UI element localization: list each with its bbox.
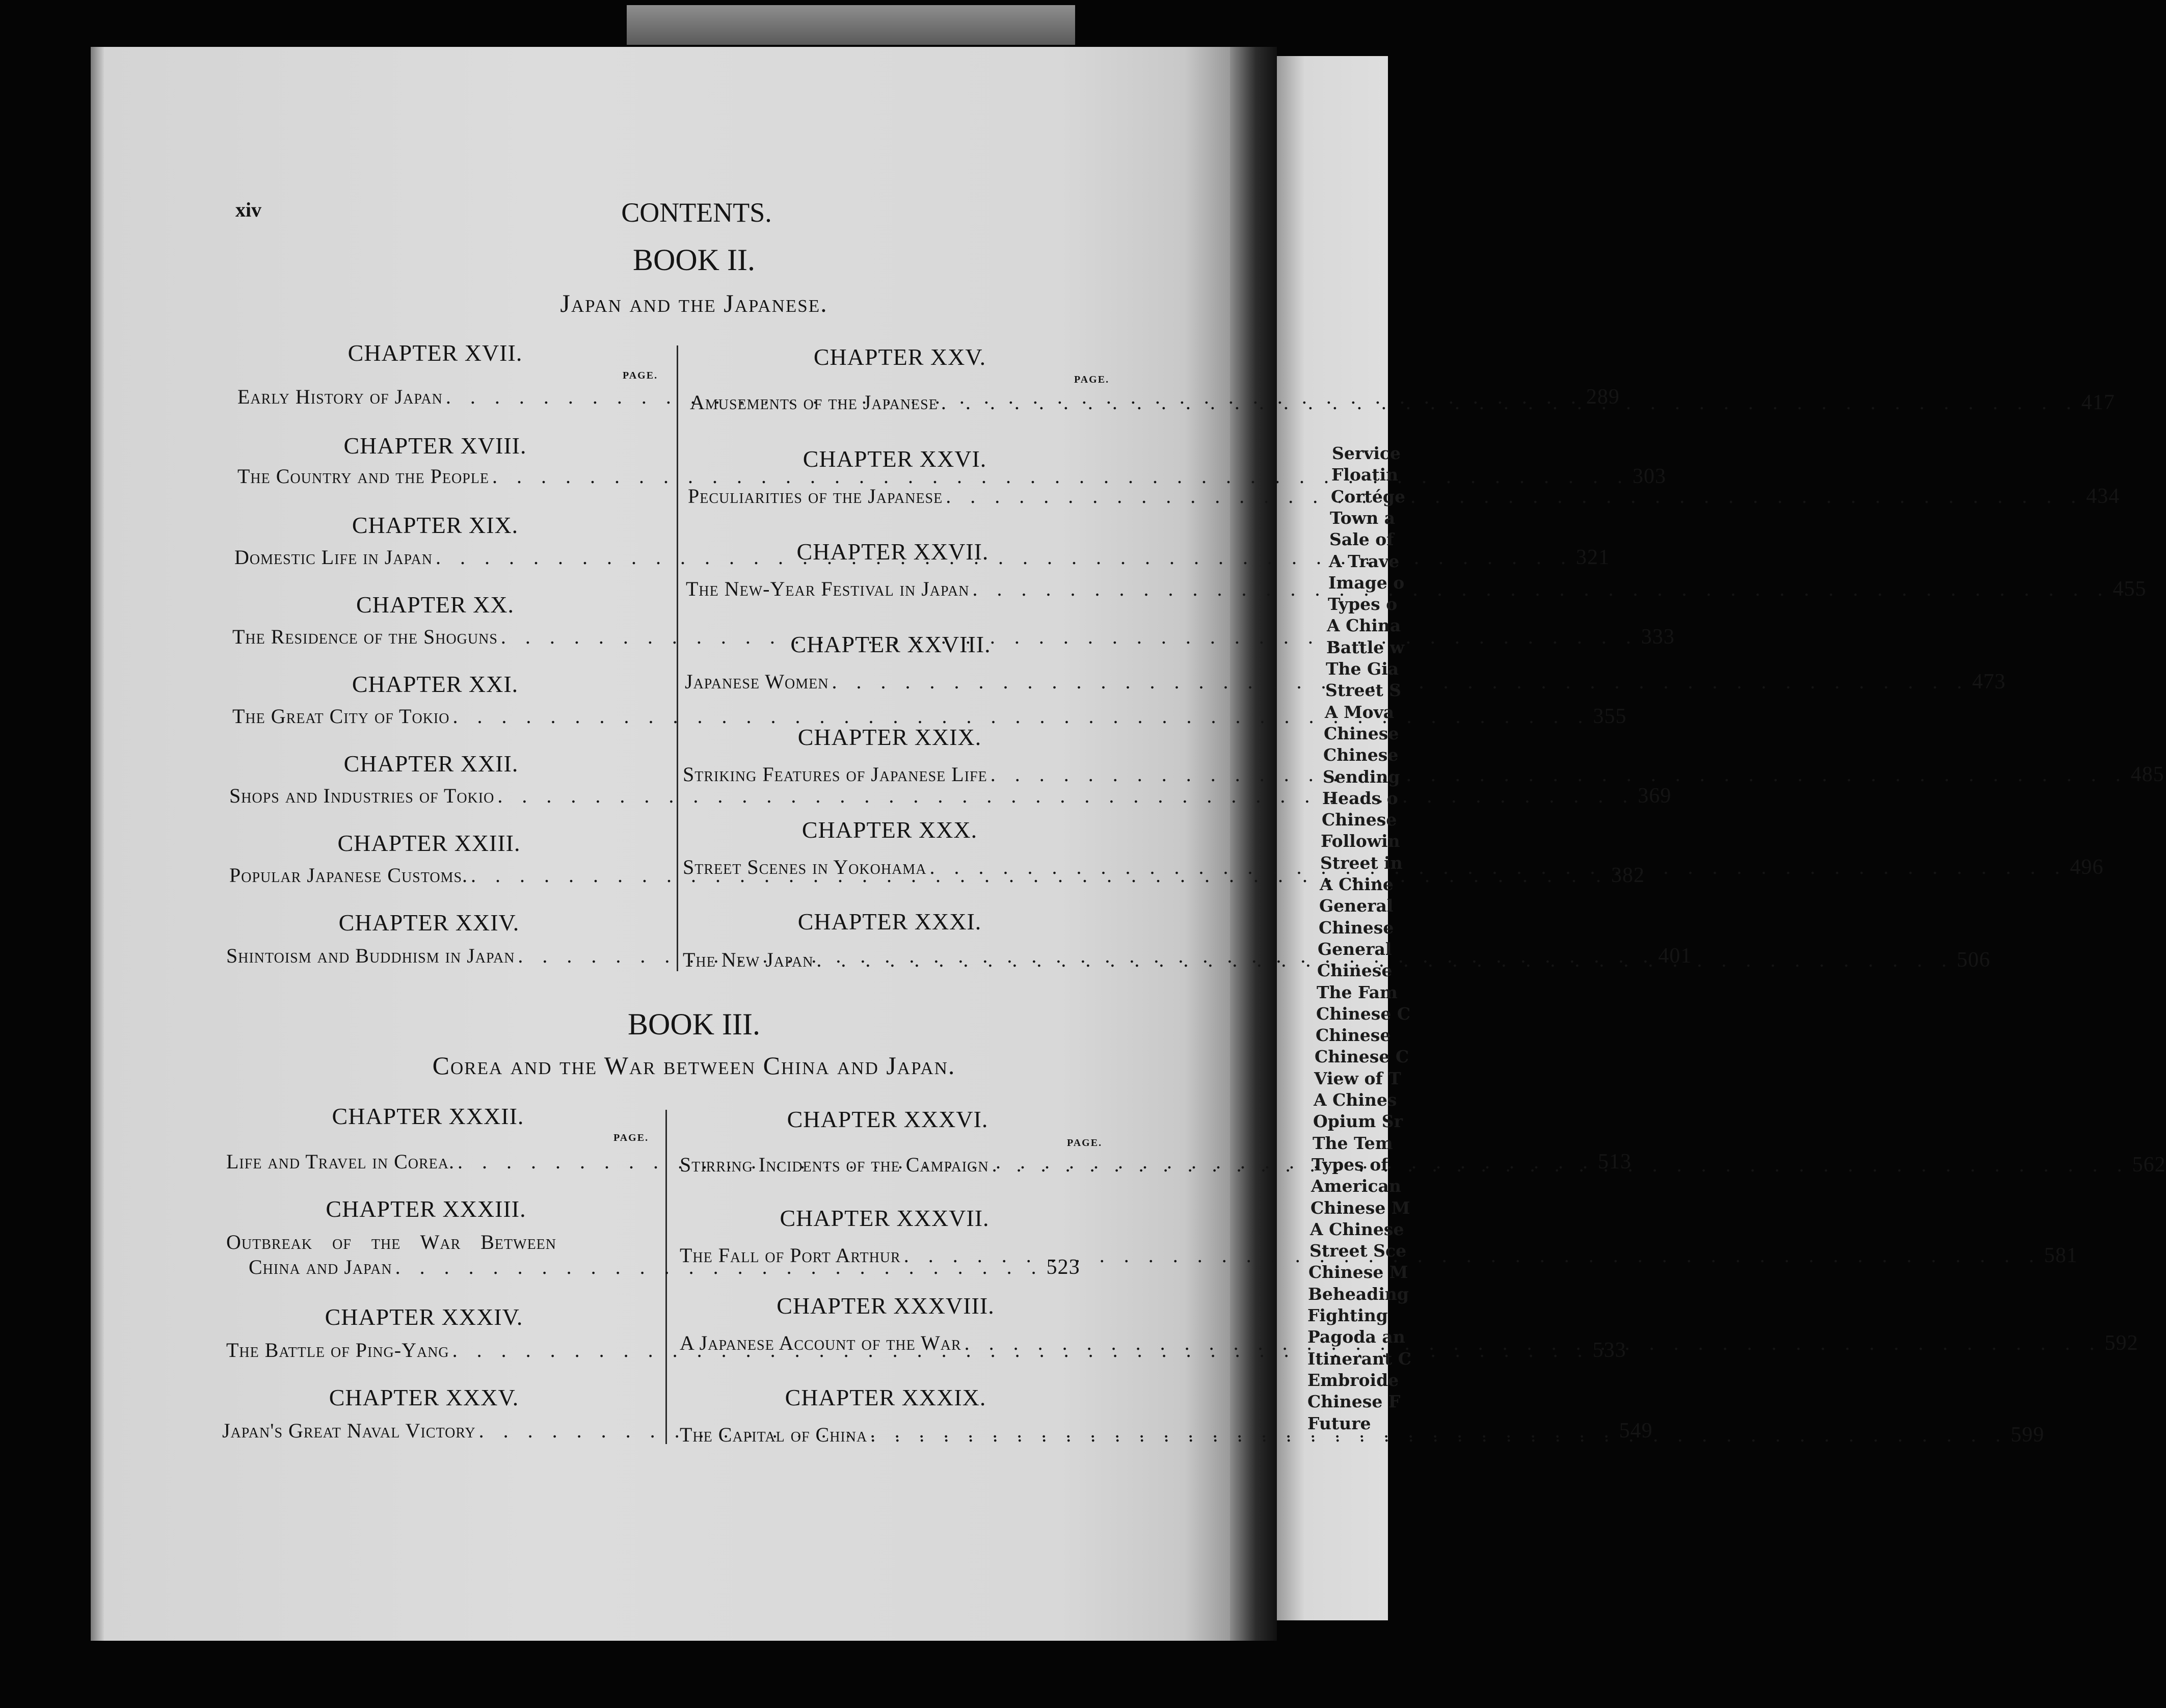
chapter-heading: CHAPTER XXXIV.: [325, 1304, 523, 1330]
facing-page-line: Chinese C: [1316, 1004, 1411, 1024]
entry-page: 473: [1972, 670, 2006, 693]
facing-page-line: Street Sce: [1309, 1241, 1407, 1261]
facing-page-line: Embroide: [1307, 1370, 1399, 1390]
entry-page: 549: [1619, 1419, 1653, 1443]
entry-page: 289: [1586, 385, 1620, 409]
facing-page-line: Chinese M: [1308, 1262, 1408, 1282]
entry-title: The Battle of Ping-Yang: [226, 1339, 449, 1362]
entry-title: Amusements of the Japanese: [690, 391, 938, 414]
facing-page-line: Chinese C: [1315, 1047, 1409, 1066]
entry-page: 485: [2130, 763, 2164, 786]
leader-dots: [813, 948, 1957, 972]
leader-dots: [867, 1423, 2011, 1447]
leader-dots: [961, 1331, 2105, 1355]
facing-page-line: Street in: [1320, 853, 1403, 873]
chapter-heading: CHAPTER XVIII.: [343, 433, 527, 459]
entry-title: Peculiarities of the Japanese: [688, 485, 943, 508]
entry-title: Striking Features of Japanese Life: [683, 763, 987, 786]
entry-title: A Japanese Account of the War: [680, 1331, 961, 1354]
entry-title: The New Japan: [683, 948, 814, 971]
entry-title: Life and Travel in Corea.: [226, 1150, 454, 1173]
entry-page: 401: [1658, 944, 1692, 968]
leader-dots: [901, 1243, 2044, 1267]
facing-page-line: View of T: [1314, 1069, 1401, 1088]
chapter-heading: CHAPTER XXXI.: [797, 909, 982, 935]
chapter-heading: CHAPTER XXVIII.: [790, 631, 991, 657]
facing-page-line: A Chinese: [1310, 1219, 1404, 1239]
chapter-heading: CHAPTER XXI.: [352, 671, 519, 697]
facing-page-line: Image o: [1328, 573, 1405, 593]
entry-page: 303: [1633, 465, 1666, 488]
chapter-heading: CHAPTER XX.: [356, 592, 515, 618]
facing-page-line: Types of: [1312, 1155, 1388, 1175]
chapter-heading: CHAPTER XXXII.: [332, 1103, 524, 1129]
facing-page-line: Chinese: [1323, 745, 1399, 765]
entry-page: 355: [1593, 705, 1627, 728]
facing-page-line: A Mova: [1325, 702, 1395, 722]
leader-dots: [938, 390, 2081, 414]
entry-page: 369: [1638, 784, 1672, 808]
entry-page: 581: [2044, 1244, 2078, 1267]
running-title: CONTENTS.: [621, 197, 772, 228]
facing-page-line: Sale of: [1329, 529, 1394, 549]
chapter-heading: CHAPTER XXXV.: [329, 1384, 519, 1410]
entry-page: 382: [1611, 864, 1645, 887]
entry-title: The Country and the People: [237, 465, 489, 488]
entry-page: 434: [2086, 485, 2120, 508]
book-ii-heading: BOOK II.: [633, 243, 755, 277]
facing-page-line: Followin: [1321, 831, 1400, 851]
entry-title-line-2: China and Japan: [249, 1256, 392, 1278]
scan-border-strip: [627, 5, 1075, 45]
facing-page-line: Itinerant C: [1307, 1349, 1411, 1369]
entry-page: 513: [1597, 1150, 1632, 1173]
leader-dots: [926, 855, 2070, 879]
facing-page-line: Street S: [1325, 680, 1402, 700]
chapter-heading: CHAPTER XXVI.: [803, 446, 987, 472]
entry-page: 333: [1641, 625, 1675, 649]
book-iii-heading: BOOK III.: [628, 1007, 760, 1041]
entry-title: Domestic Life in Japan: [234, 546, 433, 569]
chapter-heading: CHAPTER XVII.: [347, 340, 523, 366]
entry-page: 506: [1957, 948, 1991, 972]
facing-page-line: Chinese: [1324, 724, 1399, 743]
facing-page-line: Floatin: [1331, 465, 1399, 485]
entry-title: Early History of Japan: [237, 385, 443, 408]
entry-page: 321: [1576, 546, 1610, 569]
entry-title: Street Scenes in Yokohama: [683, 856, 927, 878]
facing-page-line: The Gia: [1326, 659, 1399, 679]
chapter-heading: CHAPTER XXII.: [343, 751, 519, 777]
entry-page: 417: [2081, 391, 2115, 414]
chapter-heading: CHAPTER XXX.: [801, 817, 978, 843]
facing-page-line: A Chine: [1320, 874, 1394, 894]
chapter-heading: CHAPTER XXV.: [813, 344, 986, 370]
facing-page-line: Beheading: [1308, 1284, 1409, 1304]
book-gutter: [1230, 47, 1277, 1641]
page-column-label: PAGE.: [613, 1132, 649, 1143]
leader-dots: [987, 762, 2131, 786]
facing-page-line: Pagoda an: [1307, 1327, 1405, 1347]
entry-title-line-1: Outbreak of the War Between: [226, 1231, 556, 1253]
entry-title: Stirring Incidents of the Campaign: [680, 1153, 989, 1176]
chapter-heading: CHAPTER XXVII.: [796, 539, 989, 565]
page-number: xiv: [235, 198, 262, 221]
chapter-heading: CHAPTER XXIX.: [797, 724, 982, 750]
facing-page-line: Town a: [1330, 508, 1396, 528]
facing-page-line: Opium Sr: [1313, 1111, 1403, 1131]
facing-page-line: Sending: [1323, 767, 1400, 787]
entry-title: Japan's Great Naval Victory: [222, 1419, 476, 1442]
entry-page: 523: [1046, 1256, 1080, 1279]
facing-page-line: Cortége: [1331, 487, 1405, 506]
chapter-heading: CHAPTER XXIV.: [338, 910, 520, 936]
entry-title: Popular Japanese Customs.: [229, 864, 468, 887]
chapter-heading: CHAPTER XXIII.: [337, 830, 521, 856]
entry-title: The Capital of China: [680, 1423, 868, 1446]
facing-page-line: Chinese: [1322, 810, 1397, 830]
entry-title: Japanese Women: [685, 670, 829, 693]
facing-page-line: General: [1318, 939, 1392, 959]
facing-page-line: Heads o: [1322, 788, 1398, 808]
book-ii-subtitle: Japan and the Japanese.: [560, 289, 828, 317]
page-column-label: PAGE.: [1067, 1137, 1103, 1149]
facing-page-line: Types o: [1328, 594, 1398, 614]
facing-page-line: A China: [1327, 616, 1401, 635]
entry-page: 533: [1592, 1339, 1626, 1362]
entry-title: The Great City of Tokio: [232, 705, 450, 728]
facing-page-line: Chinese: [1317, 960, 1393, 980]
page-edge-shadow: [91, 47, 104, 1641]
facing-page-line: Fighting: [1307, 1305, 1388, 1325]
facing-page-line: A Chines: [1314, 1090, 1397, 1110]
chapter-heading: CHAPTER XXXIX.: [785, 1384, 986, 1410]
facing-page-line: Chinese: [1316, 1025, 1391, 1045]
facing-page-line: The Fam: [1317, 982, 1398, 1002]
entry-title: Shintoism and Buddhism in Japan: [226, 944, 515, 967]
page-column-label: PAGE.: [623, 370, 658, 381]
entry-page: 496: [2070, 856, 2104, 879]
page-column-label: PAGE.: [1074, 374, 1110, 385]
chapter-heading: CHAPTER XXXIII.: [326, 1196, 526, 1222]
entry-page: 562: [2132, 1153, 2166, 1177]
book-iii-subtitle: Corea and the War between China and Japan.: [432, 1051, 956, 1080]
leader-dots: [494, 784, 1638, 808]
chapter-heading: CHAPTER XXXVI.: [787, 1106, 988, 1132]
chapter-heading: CHAPTER XXXVII.: [780, 1205, 990, 1231]
facing-page-line: Service: [1332, 443, 1401, 463]
leader-dots: [943, 484, 2086, 508]
facing-page-line: Battle w: [1326, 637, 1405, 657]
entry-page: 455: [2112, 577, 2147, 601]
facing-page-line: Future: [1307, 1413, 1371, 1433]
entry-page: 599: [2011, 1423, 2045, 1447]
facing-page-line: Chinese M: [1311, 1198, 1410, 1218]
entry-title: The Fall of Port Arthur: [680, 1244, 901, 1267]
facing-page-line: Chinese: [1319, 918, 1394, 938]
facing-page-line: A Trave: [1329, 551, 1400, 571]
entry-title: The New-Year Festival in Japan: [686, 577, 970, 600]
leader-dots: [989, 1153, 2132, 1177]
facing-page-line: American: [1311, 1176, 1401, 1196]
entry-page: 592: [2104, 1331, 2138, 1355]
facing-page-line: The Tem: [1313, 1133, 1393, 1153]
chapter-heading: CHAPTER XIX.: [352, 512, 519, 538]
facing-page-line: Chinese F: [1307, 1392, 1401, 1411]
chapter-heading: CHAPTER XXXVIII.: [777, 1293, 995, 1319]
entry-title: Shops and Industries of Tokio: [229, 784, 495, 807]
entry-title: The Residence of the Shoguns: [232, 625, 498, 648]
leader-dots: [969, 577, 2112, 601]
leader-dots: [828, 670, 1972, 693]
facing-page-line: General: [1319, 896, 1394, 916]
